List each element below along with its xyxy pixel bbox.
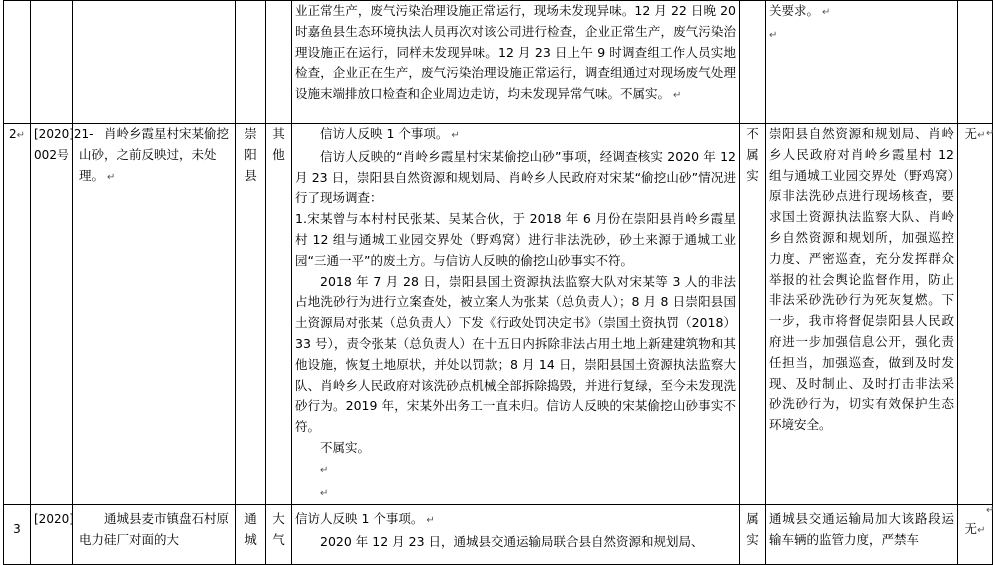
- row-end-mark-icon: ↵: [986, 128, 995, 139]
- progress-paragraph: 2018 年 7 月 28 日，崇阳县国土资源执法监察大队对宋某等 3 人的非法占地洗砂行为进行立案查处，被立案人为张某（总负责人）；8 月 8 日崇阳县国土资源局对张某（总负责人）下发《行政处罚决定书》（崇国土资执罚（2018）33 号），责令张某（总负责人）在十五日内拆除非法占用土地上新建建筑物和其他设施，恢复土地原状，并处以罚款；8 月 14 日，崇阳县国土资源执法监察大队、肖岭乡人民政府对该洗砂点机械全部拆除捣毁，并进行复绿，至今未发现洗砂行为。2019 年，宋某外出务工一直未归。信访人反映的宋某偷挖山砂事实不符。: [295, 273, 736, 435]
- progress-paragraph: 信访人反映 1 个事项。: [320, 126, 449, 141]
- district-name: 崇阳县: [244, 126, 257, 183]
- verdict-text: 属实: [746, 511, 759, 548]
- petition-table: [3, 0, 993, 565]
- code-cell: [31, 124, 94, 505]
- petition-summary: 通城县麦市镇盘石村原电力硅厂对面的大: [79, 511, 230, 548]
- measures-cell: [766, 1, 958, 124]
- index-cell: [4, 505, 31, 565]
- paragraph-mark-icon: ↵: [769, 29, 778, 41]
- measures-text: 关要求。: [769, 3, 820, 18]
- progress-paragraph: 信访人反映 1 个事项。: [295, 511, 424, 527]
- paragraph-mark-icon: ↵: [451, 130, 460, 141]
- paragraph-mark-icon: ↵: [320, 487, 329, 499]
- petition-code: [2020]21-002号: [34, 127, 94, 162]
- measures-text: 通城县交通运输局加大该路段运输车辆的监管力度，严禁车: [769, 511, 954, 548]
- verdict-cell: [740, 124, 766, 505]
- district-cell: [236, 505, 266, 565]
- petition-summary: 肖岭乡霞星村宋某偷挖山砂，之前反映过，未处理。: [79, 126, 230, 183]
- paragraph-mark-icon: ↵: [16, 130, 26, 141]
- category-cell: [266, 1, 292, 124]
- summary-cell: [73, 505, 236, 565]
- petition-category: 其他: [272, 126, 285, 162]
- summary-cell: [73, 1, 236, 124]
- progress-text: 业正常生产，废气污染治理设施正常运行，现场未发现异味。12 月 22 日晚 20 时嘉鱼县生态环境执法人员再次对该公司进行检查，企业正常生产，废气污染治理设施正在运行，同样未发现异味。12 月 23 日上午 9 时调查组工作人员实地检查，企业正在生产，废气污染治理设施正常运行，调查组通过对现场废气处理设施末端排放口检查和企业周边走访，均未发现异常气味。不属实。: [295, 3, 736, 102]
- paragraph-mark-icon: ↵: [320, 464, 329, 476]
- progress-paragraph: 信访人反映的“肖岭乡霞星村宋某偷挖山砂”事项，经调查核实 2020 年 12 月 23 日，崇阳县自然资源和规划局、肖岭乡人民政府对宋某“偷挖山砂”情况进行了现场调查：: [295, 148, 736, 206]
- index-cell: [4, 1, 31, 124]
- code-cell: [31, 1, 73, 124]
- progress-paragraph: 2020 年 12 月 23 日，通城县交通运输局联合县自然资源和规划局、: [320, 534, 704, 550]
- index-cell: [4, 124, 31, 505]
- paragraph-mark-icon: ↵: [822, 7, 831, 18]
- progress-cell: [292, 124, 740, 505]
- code-cell: [31, 505, 73, 565]
- district-cell: [236, 124, 266, 505]
- accountability-cell: [958, 124, 993, 505]
- paragraph-mark-icon: ↵: [426, 515, 435, 527]
- petition-category: 大气: [272, 511, 285, 548]
- progress-paragraph: 1.宋某曾与本村村民张某、吴某合伙，于 2018 年 6 月份在崇阳县肖岭乡霞星村 12 组与通城工业园交界处（野鸡窝）进行非法洗砂，砂土来源于通城工业园“三通一平”的废土方。与信访人反映的偷挖山砂事实不符。: [295, 211, 736, 268]
- verdict-text: 不属实: [746, 126, 759, 183]
- accountability-text: 无: [964, 521, 978, 537]
- row-end-mark-icon: ↵: [986, 505, 995, 516]
- district-cell: [236, 1, 266, 124]
- category-cell: [266, 505, 292, 565]
- measures-cell: [766, 124, 958, 505]
- table-row: [4, 124, 993, 505]
- progress-paragraph: 不属实。: [320, 439, 371, 455]
- row-index: 2: [8, 127, 17, 141]
- paragraph-mark-icon: ↵: [107, 171, 116, 183]
- verdict-cell: [740, 1, 766, 124]
- category-cell: [266, 124, 292, 505]
- district-name: 通城: [244, 511, 257, 548]
- summary-cell: [73, 124, 236, 505]
- measures-cell: [766, 505, 958, 565]
- paragraph-mark-icon: ↵: [673, 90, 682, 102]
- paragraph-mark-icon: ↵: [977, 525, 986, 537]
- measures-text: 崇阳县自然资源和规划局、肖岭乡人民政府对肖岭乡霞星村 12 组与通城工业园交界处（野鸡窝）原非法洗砂点进行现场核查，要求国土资源执法监察大队、肖岭乡自然资源和规划所，加强巡控力度、严密巡查，充分发挥群众举报的社会舆论监督作用，防止非法采砂洗砂行为死灰复燃。下一步，我市将督促崇阳县人民政府进一步加强信息公开，强化责任担当，加强巡查，做到及时发现、及时制止、及时打击非法采砂洗砂行为，切实有效保护生态环境安全。: [769, 126, 954, 433]
- accountability-text: 无: [964, 126, 978, 141]
- table-row: [4, 505, 993, 565]
- row-index: 3: [13, 522, 21, 537]
- paragraph-mark-icon: ↵: [977, 130, 986, 141]
- table-row: [4, 1, 993, 124]
- progress-cell: [292, 1, 740, 124]
- accountability-cell: [958, 1, 993, 124]
- verdict-cell: [740, 505, 766, 565]
- progress-cell: [292, 505, 740, 565]
- petition-code: [2020]: [34, 512, 74, 527]
